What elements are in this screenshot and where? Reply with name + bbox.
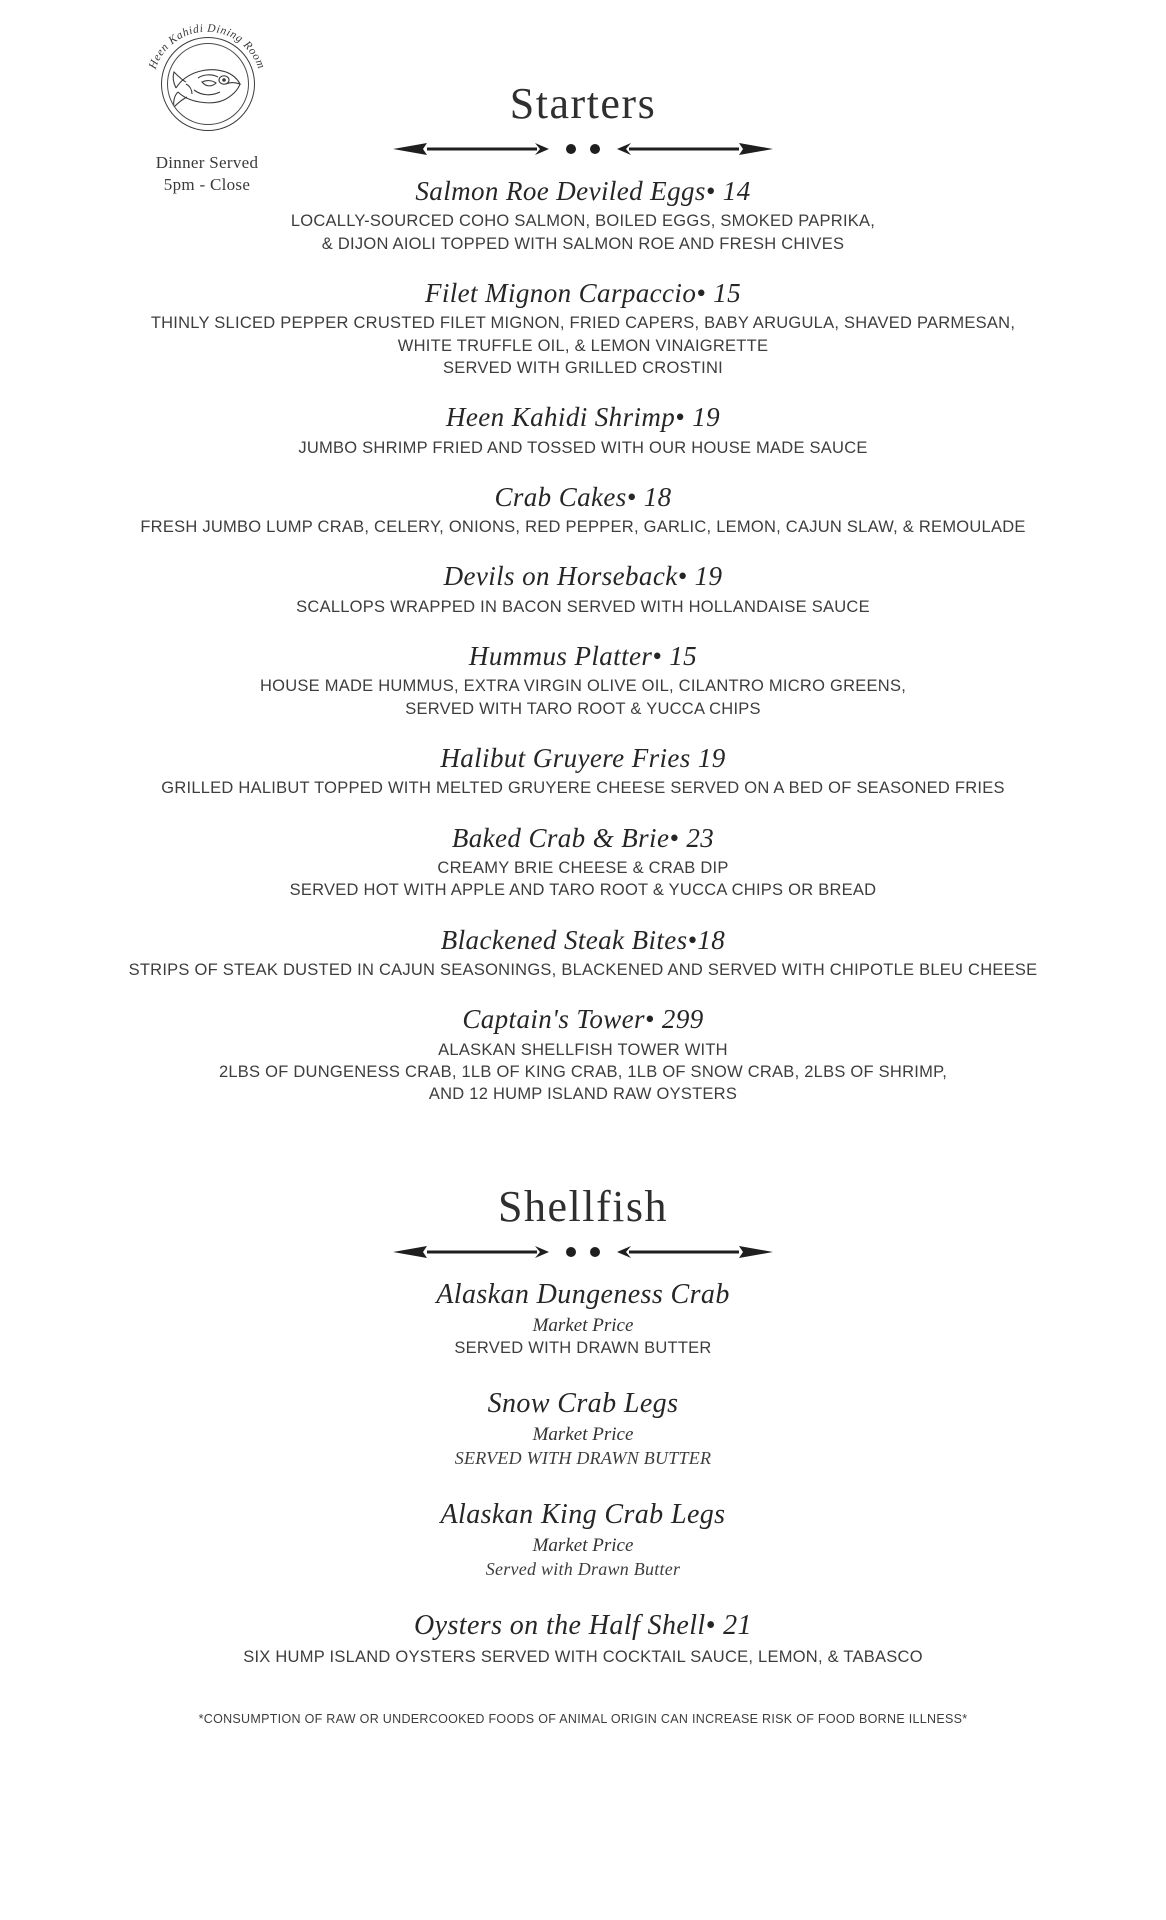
menu-item-desc-line: SERVED WITH DRAWN BUTTER <box>454 1339 712 1358</box>
menu-item <box>63 1003 1103 1105</box>
svg-text:Heen Kahidi Dining Room: Heen Kahidi Dining Room <box>146 22 268 71</box>
menu-item-desc-line: THINLY SLICED PEPPER CRUSTED FILET MIGNON, FRIED CAPERS, BABY ARUGULA, SHAVED PARMESAN, <box>150 314 1016 333</box>
section-title-starters: Starters <box>509 79 657 128</box>
menu-item-desc-line: AND 12 HUMP ISLAND RAW OYSTERS <box>428 1085 738 1104</box>
menu-item-desc-line: SERVED WITH DRAWN BUTTER <box>454 1447 712 1468</box>
menu-item-name: Crab Cakes• 18 <box>494 481 672 512</box>
menu-item-desc-line: SERVED WITH TARO ROOT & YUCCA CHIPS <box>405 699 761 718</box>
menu-item-desc-line: CREAMY BRIE CHEESE & CRAB DIP <box>437 859 729 878</box>
menu-item-name: Baked Crab & Brie• 23 <box>451 822 715 853</box>
menu-item-name: Alaskan Dungeness Crab <box>436 1279 730 1311</box>
menu-item-price: Market Price <box>532 1534 634 1556</box>
menu-item-desc-line: 2LBS OF DUNGENESS CRAB, 1LB OF KING CRAB, 1LB OF SNOW CRAB, 2LBS OF SHRIMP, <box>218 1062 948 1081</box>
dinner-hours-line1: Dinner Served <box>155 153 259 172</box>
menu-item-desc-line: GRILLED HALIBUT TOPPED WITH MELTED GRUYERE CHEESE SERVED ON A BED OF SEASONED FRIES <box>161 779 1005 798</box>
menu-item <box>63 1498 1103 1581</box>
menu-item-price: Market Price <box>532 1315 634 1337</box>
menu-item-desc-line: HOUSE MADE HUMMUS, EXTRA VIRGIN OLIVE OIL, CILANTRO MICRO GREENS, <box>259 677 907 696</box>
menu-item <box>63 1609 1103 1668</box>
menu-item-name: Alaskan King Crab Legs <box>440 1499 726 1531</box>
menu-item <box>63 481 1103 539</box>
menu-item <box>63 822 1103 902</box>
menu-item-name: Devils on Horseback• 19 <box>443 561 723 592</box>
menu-item-desc-line: Served with Drawn Butter <box>485 1558 681 1579</box>
menu-item-name: Snow Crab Legs <box>487 1388 679 1420</box>
menu-item-desc-line: SCALLOPS WRAPPED IN BACON SERVED WITH HOLLANDAISE SAUCE <box>296 597 870 616</box>
starters-item-list <box>0 175 1166 1105</box>
menu-item <box>63 1387 1103 1470</box>
salmon-art-svg <box>168 44 248 124</box>
logo-circle <box>142 18 272 148</box>
menu-item <box>63 742 1103 800</box>
dinner-hours-line2: 5pm - Close <box>163 174 251 194</box>
menu-item-desc-line: STRIPS OF STEAK DUSTED IN CAJUN SEASONINGS, BLACKENED AND SERVED WITH CHIPOTLE BLEU CHEESE <box>128 960 1038 979</box>
menu-item <box>63 1278 1103 1359</box>
dinner-hours <box>112 152 302 196</box>
menu-item <box>63 560 1103 618</box>
section-title-shellfish: Shellfish <box>498 1182 668 1232</box>
menu-item <box>63 401 1103 459</box>
ornamental-divider <box>383 137 783 161</box>
section-shellfish <box>0 1127 1166 1668</box>
menu-item-desc-line: WHITE TRUFFLE OIL, & LEMON VINAIGRETTE <box>397 336 769 355</box>
menu-item <box>63 924 1103 982</box>
allergen-disclaimer: *CONSUMPTION OF RAW OR UNDERCOOKED FOODS OF ANIMAL ORIGIN CAN INCREASE RISK OF FOOD BORNE ILLNESS* <box>198 1711 968 1726</box>
menu-item-desc-line: LOCALLY-SOURCED COHO SALMON, BOILED EGGS, SMOKED PAPRIKA, <box>290 212 876 231</box>
menu-item-name: Halibut Gruyere Fries 19 <box>440 743 726 773</box>
menu-item-name: Salmon Roe Deviled Eggs• 14 <box>415 176 751 206</box>
menu-item-desc-line: JUMBO SHRIMP FRIED AND TOSSED WITH OUR HOUSE MADE SAUCE <box>298 438 868 457</box>
menu-item-desc-line: & DIJON AIOLI TOPPED WITH SALMON ROE AND FRESH CHIVES <box>321 234 845 253</box>
menu-item-name: Heen Kahidi Shrimp• 19 <box>446 402 720 433</box>
menu-item-desc-line: SERVED WITH GRILLED CROSTINI <box>443 358 723 377</box>
menu-item-price: Market Price <box>532 1423 634 1445</box>
menu-item-name: Captain's Tower• 299 <box>462 1004 704 1035</box>
menu-item-desc-line: FRESH JUMBO LUMP CRAB, CELERY, ONIONS, RED PEPPER, GARLIC, LEMON, CAJUN SLAW, & REMOULADE <box>140 518 1026 537</box>
menu-item <box>63 640 1103 720</box>
menu-item <box>63 277 1103 379</box>
menu-item-name: Filet Mignon Carpaccio• 15 <box>424 277 742 308</box>
menu-item-name: Oysters on the Half Shell• 21 <box>414 1610 752 1642</box>
menu-item-desc-line: SIX HUMP ISLAND OYSTERS SERVED WITH COCKTAIL SAUCE, LEMON, & TABASCO <box>243 1647 923 1666</box>
menu-item-desc-line: ALASKAN SHELLFISH TOWER WITH <box>438 1040 728 1059</box>
ornamental-divider <box>383 1240 783 1264</box>
restaurant-logo-block <box>112 18 302 196</box>
menu-item-name: Blackened Steak Bites•18 <box>440 924 726 955</box>
menu-item-desc-line: SERVED HOT WITH APPLE AND TARO ROOT & YUCCA CHIPS OR BREAD <box>289 881 877 900</box>
salmon-formline-icon <box>167 43 249 125</box>
menu-item-name: Hummus Platter• 15 <box>468 641 698 672</box>
shellfish-item-list <box>0 1278 1166 1668</box>
